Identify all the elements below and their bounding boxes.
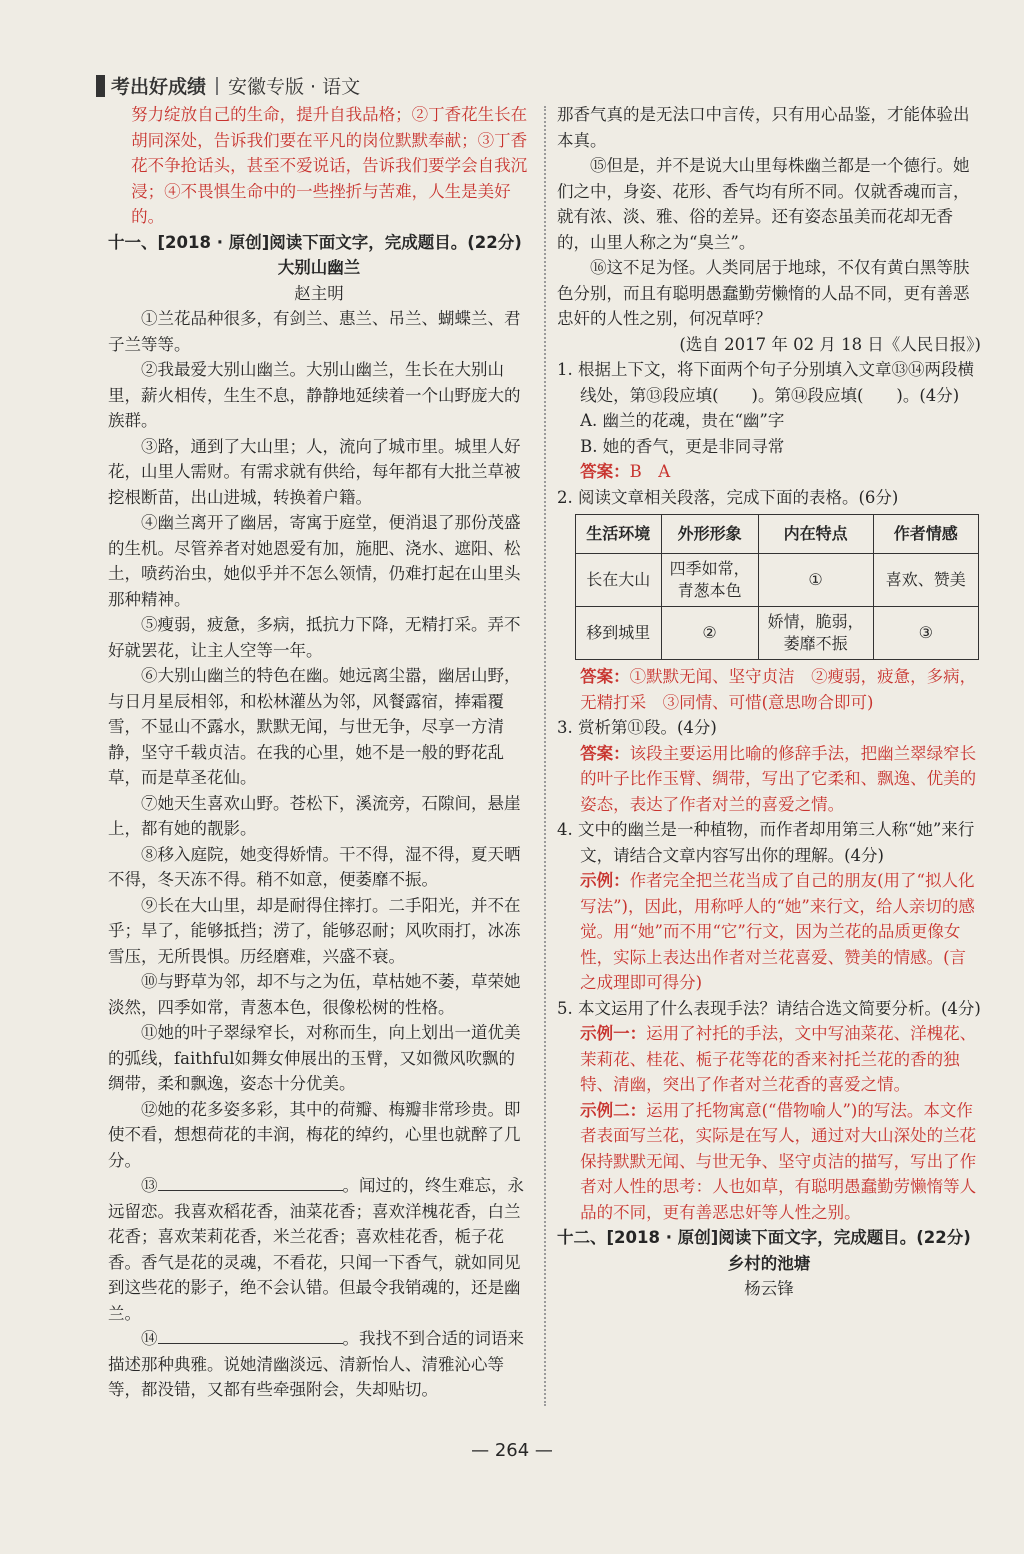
answer-label: 答案： bbox=[580, 667, 630, 686]
answer-label: 答案： bbox=[580, 462, 630, 481]
table-row bbox=[576, 554, 979, 607]
paragraph: ③路，通到了大山里；人，流向了城市里。城里人好花，山里人需财。有需求就有供给，每年都有大批兰草被挖根断苗，出山进城，转换着户籍。 bbox=[108, 436, 521, 507]
fill-blank-13 bbox=[158, 1174, 343, 1192]
answer-label: 示例： bbox=[580, 871, 630, 890]
paragraph: ⑫她的花多姿多彩，其中的荷瓣、梅瓣非常珍贵。即使不看，想想荷花的丰润，梅花的绰约，心里也就醉了几分。 bbox=[108, 1099, 521, 1170]
paragraph: ⑤瘦弱，疲惫，多病，抵抗力下降，无精打采。弄不好就罢花，让主人空等一年。 bbox=[108, 615, 521, 660]
answer-label: 答案： bbox=[580, 743, 630, 763]
paragraph: ⑦她天生喜欢山野。苍松下，溪流旁，石隙间，悬崖上，都有她的靓影。 bbox=[108, 793, 521, 838]
table-header: 内在特点 bbox=[758, 515, 873, 554]
paragraph-14 bbox=[108, 1326, 530, 1403]
table-cell: 四季如常，青葱本色 bbox=[661, 554, 758, 607]
column-divider bbox=[544, 106, 546, 1406]
question-5: 5. 本文运用了什么表现手法？请结合选文简要分析。(4分) bbox=[557, 998, 981, 1018]
paragraph: ⑥大别山幽兰的特色在幽。她远离尘嚣，幽居山野，与日月星辰相邻，和松林灌丛为邻，风餐露宿，捧霜覆雪，不显山不露水，默默无闻，与世无争，尽享一方清静，坚守千载贞洁。在我的心里，她不是一般的野花乱草，而是草圣花仙。 bbox=[108, 666, 521, 787]
answer-text: 运用了托物寓意(“借物喻人”)的写法。本文作者表面写兰花，实际是在写人，通过对大山深处的兰花保持默默无闻、与世无争、坚守贞洁的描写，写出了作者对人性的思考：人也如草，有聪明愚蠢勤劳懒惰等人品的不同，更有善恶忠奸等人性之别。 bbox=[580, 1100, 977, 1222]
paragraph: ⑯这不足为怪。人类同居于地球，不仅有黄白黑等肤色分别，而且有聪明愚蠢勤劳懒惰的人品不同，更有善恶忠奸的人性之别，何况草呼？ bbox=[557, 258, 970, 328]
article-author-2: 杨云锋 bbox=[744, 1279, 794, 1298]
paragraph-text: 。闻过的，终生难忘，永远留恋。我喜欢稻花香，油菜花香；喜欢洋槐花香，白兰花香；喜欢茉莉花香，米兰花香；喜欢桂花香，栀子花香。香气是花的灵魂，不看花，只闻一下香气，就如同见到这些花的影子，绝不会认错。但最令我销魂的，还是幽兰。 bbox=[108, 1176, 524, 1323]
paragraph-number: ⑬ bbox=[141, 1176, 158, 1195]
answer-1 bbox=[557, 459, 981, 485]
table-header: 作者情感 bbox=[873, 515, 978, 554]
section-11-heading: 十一、[2018 · 原创]阅读下面文字，完成题目。(22分) bbox=[108, 232, 522, 252]
paragraph-13 bbox=[108, 1173, 530, 1326]
answer-text: B A bbox=[629, 462, 671, 481]
table-header-row bbox=[576, 515, 979, 554]
header-bar-icon bbox=[96, 75, 105, 97]
article-title: 大别山幽兰 bbox=[277, 258, 361, 277]
option-b: B. 她的香气，更是非同寻常 bbox=[580, 436, 785, 456]
paragraph-text: 。我找不到合适的词语来描述那种典雅。说她清幽淡远、清新怡人、清雅沁心等等，都没错，又都有些牵强附会，失却贴切。 bbox=[108, 1329, 524, 1399]
paragraph: ⑧移入庭院，她变得娇情。干不得，湿不得，夏天晒不得，冬天冻不得。稍不如意，便萎靡不振。 bbox=[108, 844, 521, 889]
table-cell: 娇情，脆弱，萎靡不振 bbox=[758, 607, 873, 660]
paragraph: ⑪她的叶子翠绿窄长，对称而生，向上划出一道优美的弧线，faithful如舞女伸展出的玉臂，又如微风吹飘的绸带，柔和飘逸，姿态十分优美。 bbox=[108, 1023, 521, 1093]
running-header bbox=[96, 72, 360, 99]
table-cell: 移到城里 bbox=[576, 607, 662, 660]
table-cell: ① bbox=[758, 554, 873, 607]
fill-blank-14 bbox=[158, 1327, 343, 1345]
question-1: 1. 根据上下文，将下面两个句子分别填入文章⑬⑭两段横线处，第⑬段应填( )。第⑭段应填( )。(4分) bbox=[557, 360, 974, 405]
left-column bbox=[108, 102, 530, 1403]
table-header: 外形形象 bbox=[661, 515, 758, 554]
answer-text: ①默默无闻、坚守贞洁 ②瘦弱，疲惫，多病，无精打采 ③同情、可惜(意思吻合即可) bbox=[580, 667, 977, 712]
table-row bbox=[576, 607, 979, 660]
answer-2 bbox=[557, 664, 981, 715]
paragraph: ⑮但是，并不是说大山里每株幽兰都是一个德行。她们之中，身姿、花形、香气均有所不同。仅就香魂而言，就有浓、淡、雅、俗的差异。还有姿态虽美而花却无香的，山里人称之为“臭兰”。 bbox=[557, 156, 970, 252]
question-3: 3. 赏析第⑪段。(4分) bbox=[557, 718, 717, 737]
previous-answer: 努力绽放自己的生命，提升自我品格；②丁香花生长在胡同深处，告诉我们要在平凡的岗位默默奉献；③丁香花不争抢话头，甚至不爱说话，告诉我们要学会自我沉浸；④不畏惧生命中的一些挫折与苦难，人生是美好的。 bbox=[131, 105, 528, 226]
paragraph: ⑨长在大山里，却是耐得住摔打。二手阳光，并不在乎；旱了，能够抵挡；涝了，能够忍耐；风吹雨打，冰冻雪压，无所畏惧。历经磨难，兴盛不衰。 bbox=[108, 895, 521, 966]
paragraph: ②我最爱大别山幽兰。大别山幽兰，生长在大别山里，薪火相传，生生不息，静静地延续着一个山野庞大的族群。 bbox=[108, 360, 521, 430]
answer-text: 运用了衬托的手法，文中写油菜花、洋槐花、茉莉花、桂花、栀子花等花的香来衬托兰花的香的独特、清幽，突出了作者对兰花香的喜爱之情。 bbox=[580, 1024, 977, 1094]
answer-4 bbox=[557, 868, 981, 996]
table-header: 生活环境 bbox=[576, 515, 662, 554]
article-title-2: 乡村的池塘 bbox=[727, 1253, 811, 1273]
question-2: 2. 阅读文章相关段落，完成下面的表格。(6分) bbox=[557, 487, 899, 507]
answer-text: 该段主要运用比喻的修辞手法，把幽兰翠绿窄长的叶子比作玉臂、绸带，写出了它柔和、飘逸、优美的姿态，表达了作者对兰的喜爱之情。 bbox=[580, 743, 977, 814]
source-note: (选自 2017 年 02 月 18 日《人民日报》) bbox=[679, 334, 981, 354]
right-column bbox=[557, 102, 981, 1302]
article-author: 赵主明 bbox=[294, 283, 344, 303]
answer-table bbox=[575, 514, 979, 660]
paragraph: ①兰花品种很多，有剑兰、惠兰、吊兰、蝴蝶兰、君子兰等等。 bbox=[108, 309, 521, 354]
answer-label: 示例二： bbox=[580, 1100, 647, 1120]
header-brand: 考出好成绩 bbox=[111, 76, 207, 98]
section-12-heading: 十二、[2018 · 原创]阅读下面文字，完成题目。(22分) bbox=[557, 1228, 971, 1247]
question-4: 4. 文中的幽兰是一种植物，而作者却用第三人称“她”来行文，请结合文章内容写出你的理解。(4分) bbox=[557, 820, 975, 865]
paragraph: ④幽兰离开了幽居，寄寓于庭堂，便消退了那份茂盛的生机。尽管养者对她恩爱有加，施肥、浇水、遮阳、松土，喷药治虫，她似乎并不怎么领情，仍难打起在山里头那种精神。 bbox=[108, 513, 521, 609]
table-cell: 喜欢、赞美 bbox=[873, 554, 978, 607]
option-a: A. 幽兰的花魂，贵在“幽”字 bbox=[580, 411, 785, 430]
header-subtitle: 安徽专版 · 语文 bbox=[228, 76, 361, 98]
table-cell: 长在大山 bbox=[576, 554, 662, 607]
answer-5-example-2 bbox=[557, 1098, 981, 1226]
page-number: — 264 — bbox=[471, 1440, 553, 1461]
answer-text: 作者完全把兰花当成了自己的朋友(用了“拟人化写法”)，因此，用称呼人的“她”来行文，给人亲切的感觉。用“她”而不用“它”行文，因为兰花的品质更像女性，实际上表达出作者对兰花喜爱、赞美的情感。(言之成理即可得分) bbox=[580, 871, 975, 992]
answer-3 bbox=[557, 741, 981, 818]
table-cell: ③ bbox=[873, 607, 978, 660]
paragraph-number: ⑭ bbox=[141, 1329, 158, 1348]
paragraph-continued: 那香气真的是无法口中言传，只有用心品鉴，才能体验出本真。 bbox=[557, 105, 970, 150]
answer-label: 示例一： bbox=[580, 1024, 647, 1043]
table-cell: ② bbox=[661, 607, 758, 660]
header-separator bbox=[216, 77, 218, 95]
answer-5-example-1 bbox=[557, 1021, 981, 1098]
paragraph: ⑩与野草为邻，却不与之为伍，草枯她不萎，草荣她淡然，四季如常，青葱本色，很像松树的性格。 bbox=[108, 972, 521, 1017]
